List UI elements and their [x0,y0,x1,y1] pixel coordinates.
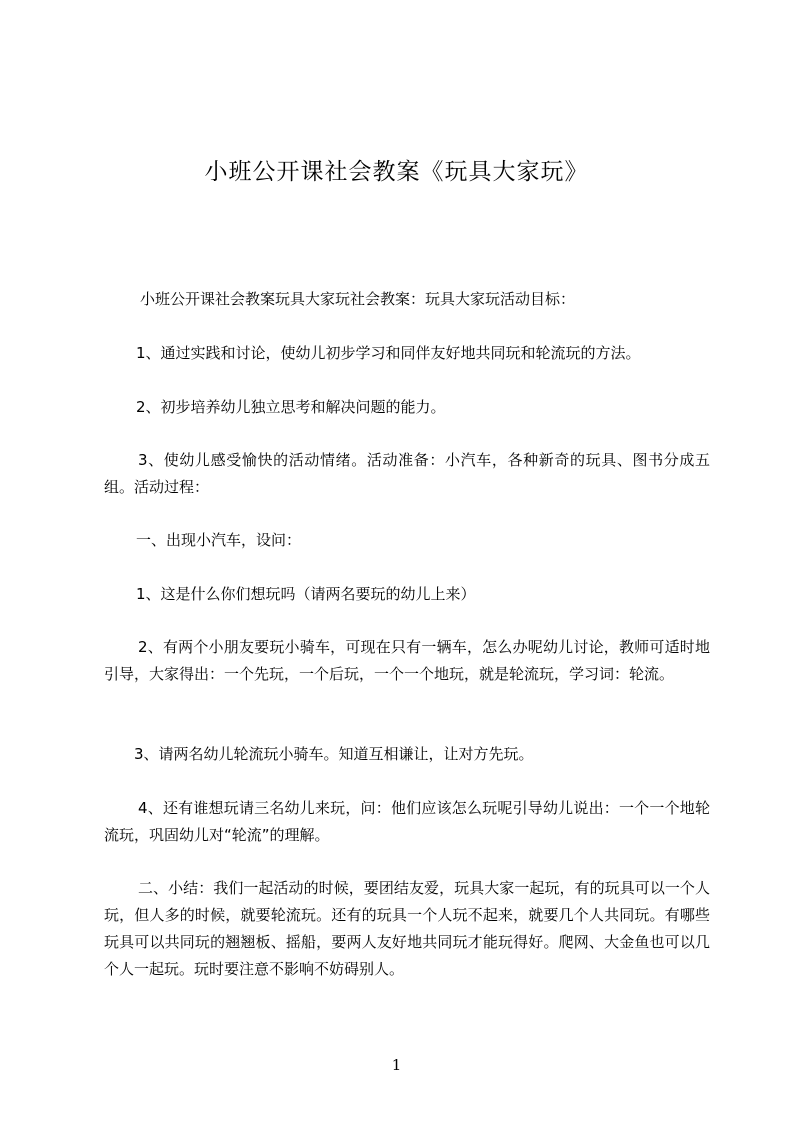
paragraph-goal-1: 1、通过实践和讨论，使幼儿初步学习和同伴友好地共同玩和轮流玩的方法。 [136,344,641,362]
paragraph-goal-3: 3、使幼儿感受愉快的活动情绪。活动准备：小汽车，各种新奇的玩具、图书分成五组。活动过程： [104,451,710,496]
paragraph-goal-2: 2、初步培养幼儿独立思考和解决问题的能力。 [136,398,446,416]
paragraph-step-3: 3、请两名幼儿轮流玩小骑车。知道互相谦让，让对方先玩。 [134,745,534,763]
paragraph-step-one-heading: 一、出现小汽车，设问： [136,531,302,549]
paragraph-summary: 二、小结：我们一起活动的时候，要团结友爱，玩具大家一起玩，有的玩具可以一个人玩，但人多的时候，就要轮流玩。还有的玩具一个人玩不起来，就要几个人共同玩。有哪些玩具可以共同玩的翘翘板、摇船，要两人友好地共同玩才能玩得好。爬网、大金鱼也可以几个人一起玩。玩时要注意不影响不妨碍别人。 [104,879,710,978]
paragraph-step-1: 1、这是什么你们想玩吗（请两名要玩的幼儿上来） [136,585,476,603]
paragraph-intro: 小班公开课社会教案玩具大家玩社会教案：玩具大家玩活动目标： [140,290,576,308]
page-title: 小班公开课社会教案《玩具大家玩》 [204,159,589,186]
paragraph-step-2: 2、有两个小朋友要玩小骑车，可现在只有一辆车，怎么办呢幼儿讨论，教师可适时地引导，大家得出：一个先玩，一个后玩，一个一个地玩，就是轮流玩，学习词：轮流。 [104,638,710,683]
paragraph-step-4: 4、还有谁想玩请三名幼儿来玩，问：他们应该怎么玩呢引导幼儿说出：一个一个地轮流玩，巩固幼儿对“轮流”的理解。 [104,799,710,844]
page-number: 1 [391,1056,402,1074]
